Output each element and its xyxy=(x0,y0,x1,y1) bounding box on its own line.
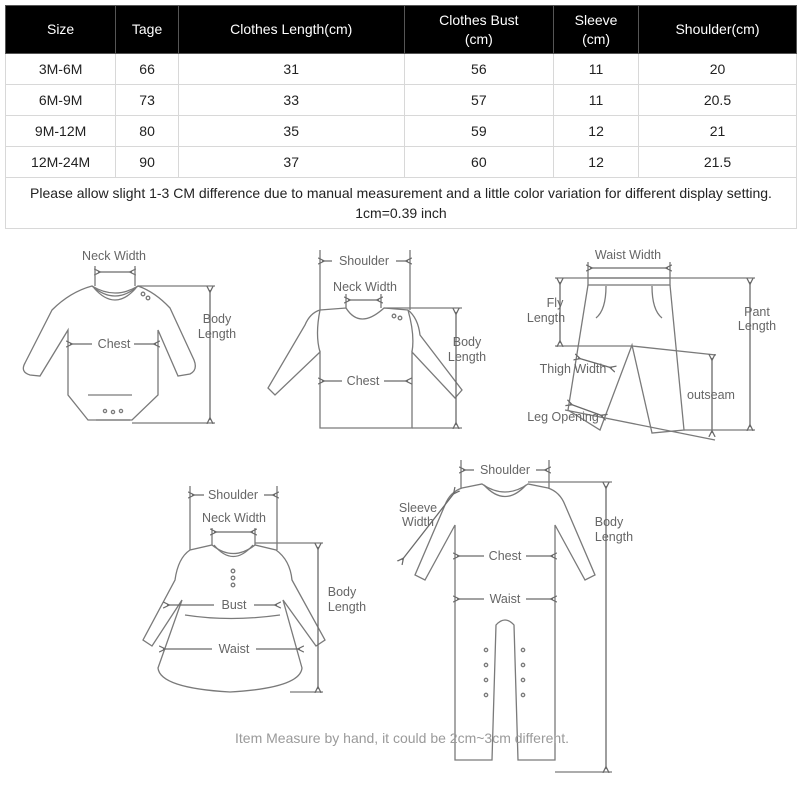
header-tage: Tage xyxy=(116,6,179,54)
body-length-label: Body xyxy=(202,312,232,326)
waist-label: Waist xyxy=(489,592,521,606)
table-cell: 3M-6M xyxy=(6,54,116,85)
body-length-label-2: Length xyxy=(594,530,634,544)
table-cell: 66 xyxy=(116,54,179,85)
table-cell: 35 xyxy=(178,116,404,147)
leg-opening-label: Leg Opening xyxy=(527,410,599,424)
body-length-label: Body xyxy=(594,515,624,529)
shirt-diagram xyxy=(268,250,486,428)
note-text: Please allow slight 1-3 CM difference due to manual measurement and a little color variation for different display setting. xyxy=(30,185,772,201)
measurement-caption: Item Measure by hand, it could be 2cm~3cm different. xyxy=(235,730,569,746)
table-cell: 31 xyxy=(178,54,404,85)
table-cell: 12 xyxy=(554,147,639,178)
fly-length-label: Fly xyxy=(546,296,564,310)
table-cell: 11 xyxy=(554,54,639,85)
conversion-text: 1cm=0.39 inch xyxy=(355,205,447,221)
table-cell: 57 xyxy=(404,85,554,116)
pants-diagram xyxy=(527,248,776,440)
neck-width-label: Neck Width xyxy=(82,249,146,263)
pant-length-label-2: Length xyxy=(737,319,777,333)
table-cell: 9M-12M xyxy=(6,116,116,147)
sleeve-width-label-2: Width xyxy=(402,515,434,529)
chest-label: Chest xyxy=(488,549,522,563)
table-cell: 20 xyxy=(638,54,796,85)
dress-diagram xyxy=(143,486,366,692)
table-cell: 80 xyxy=(116,116,179,147)
shoulder-label: Shoulder xyxy=(207,488,259,502)
table-cell: 73 xyxy=(116,85,179,116)
sleeve-width-label: Sleeve xyxy=(398,501,438,515)
romper-diagram xyxy=(399,460,633,772)
table-cell: 12 xyxy=(554,116,639,147)
neck-width-label: Neck Width xyxy=(333,280,397,294)
bust-label: Bust xyxy=(221,598,247,612)
table-cell: 37 xyxy=(178,147,404,178)
table-cell: 60 xyxy=(404,147,554,178)
chest-label: Chest xyxy=(346,374,380,388)
body-length-label-2: Length xyxy=(447,350,487,364)
table-cell: 20.5 xyxy=(638,85,796,116)
bodysuit-diagram xyxy=(23,249,236,423)
body-length-label-2: Length xyxy=(197,327,237,341)
table-cell: 6M-9M xyxy=(6,85,116,116)
header-clothes-length: Clothes Length(cm) xyxy=(178,6,404,54)
body-length-label-2: Length xyxy=(327,600,367,614)
header-label: Clothes Bust xyxy=(439,11,519,28)
table-cell: 21.5 xyxy=(638,147,796,178)
header-shoulder: Shoulder(cm) xyxy=(638,6,796,54)
thigh-width-label: Thigh Width xyxy=(539,362,607,376)
table-cell: 33 xyxy=(178,85,404,116)
waist-width-label: Waist Width xyxy=(594,248,662,262)
table-cell: 12M-24M xyxy=(6,147,116,178)
header-label: Sleeve xyxy=(574,11,618,28)
waist-label: Waist xyxy=(218,642,250,656)
table-cell: 11 xyxy=(554,85,639,116)
outseam-label: outseam xyxy=(687,388,735,402)
body-length-label: Body xyxy=(327,585,357,599)
chest-label: Chest xyxy=(97,337,131,351)
table-cell: 56 xyxy=(404,54,554,85)
body-length-label: Body xyxy=(452,335,482,349)
table-cell: 90 xyxy=(116,147,179,178)
shoulder-label: Shoulder xyxy=(479,463,531,477)
header-unit: (cm) xyxy=(464,30,493,47)
fly-length-label-2: Length xyxy=(526,311,566,325)
header-size: Size xyxy=(6,6,116,54)
table-cell: 21 xyxy=(638,116,796,147)
pant-length-label: Pant xyxy=(744,305,770,319)
shoulder-label: Shoulder xyxy=(338,254,390,268)
table-cell: 59 xyxy=(404,116,554,147)
header-unit: (cm) xyxy=(582,30,611,47)
neck-width-label: Neck Width xyxy=(202,511,266,525)
